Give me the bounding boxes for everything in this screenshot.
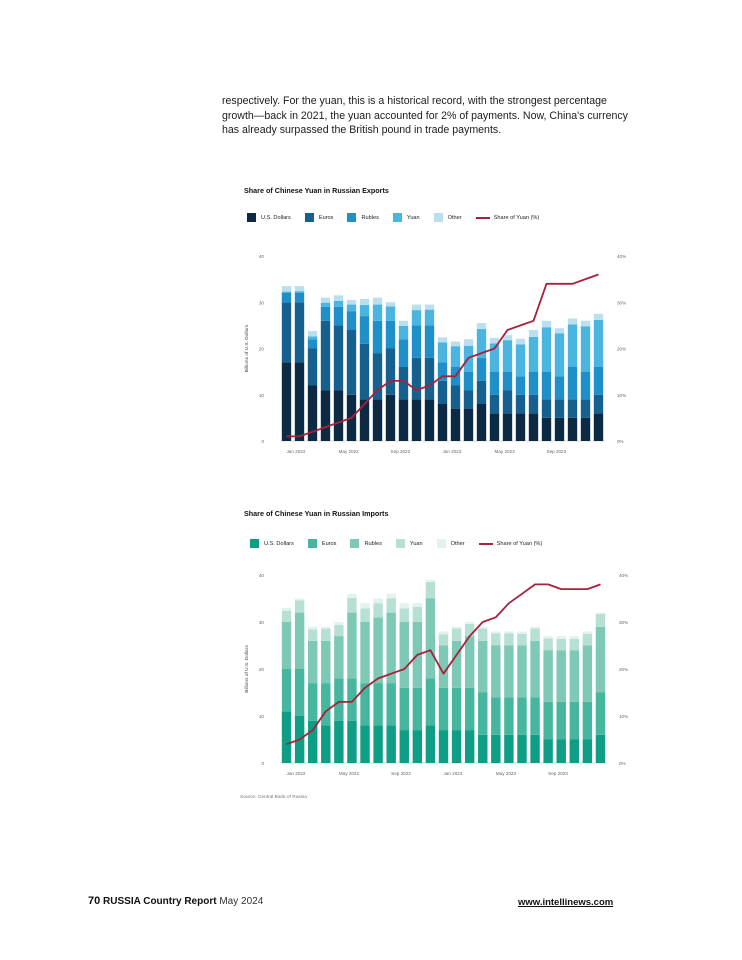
y-tick-label: 20 (258, 346, 264, 352)
bar-segment (452, 730, 461, 763)
bar-segment (557, 702, 566, 740)
bar-segment (596, 613, 605, 614)
bar-segment (347, 594, 356, 598)
bar-segment (373, 599, 382, 604)
bar-segment (530, 629, 539, 641)
y2-tick-label: 30% (617, 300, 627, 306)
x-tick-label: May 2023 (495, 771, 517, 776)
footer (88, 895, 263, 907)
y2-tick-label: 10% (617, 392, 627, 398)
bar-segment (517, 631, 526, 633)
bar-segment (439, 631, 448, 634)
bar-segment (452, 688, 461, 730)
bar-segment (373, 617, 382, 683)
x-tick-label: Jan 2022 (286, 771, 306, 776)
legend-label: U.S. Dollars (261, 214, 291, 221)
bar-segment (517, 634, 526, 646)
chart-title: Share of Chinese Yuan in Russian Imports (244, 509, 389, 518)
bar-segment (583, 646, 592, 702)
bar-segment (413, 730, 422, 763)
y2-tick-label: 0% (617, 439, 624, 444)
bar-segment (596, 627, 605, 693)
bar-segment (321, 627, 330, 629)
bar-segment (570, 650, 579, 702)
bar-segment (347, 721, 356, 763)
bar-segment (543, 702, 552, 740)
y2-tick-label: 30% (619, 620, 629, 625)
bar-segment (517, 697, 526, 735)
bar-segment (308, 627, 317, 630)
bar-segment (282, 608, 291, 611)
legend-label: Euros (318, 214, 334, 221)
bar-segment (321, 683, 330, 725)
x-tick-label: May 2022 (338, 771, 360, 776)
bar-segment (465, 636, 474, 688)
bar-segment (426, 582, 435, 598)
y-axis-label: Billions of U.S. Dollars (245, 324, 250, 373)
source-note: Source: Central Bank of Russia (240, 795, 307, 800)
page-number: 70 (88, 895, 101, 907)
x-tick-label: Jan 2023 (442, 449, 462, 454)
bar-segment (386, 683, 395, 725)
bar-segment (295, 613, 304, 669)
bar-segment (570, 639, 579, 650)
bar-segment (478, 693, 487, 735)
bar-segment (530, 641, 539, 697)
bar-segment (530, 627, 539, 629)
x-tick-label: Jan 2023 (443, 771, 463, 776)
y-axis-label: Billions of U.S. Dollars (245, 645, 250, 693)
bar-segment (386, 725, 395, 763)
bar-segment (334, 622, 343, 625)
bar-segment (583, 634, 592, 646)
report-title: RUSSIA Country Report (103, 896, 217, 907)
legend-label: Share of Yuan (%) (496, 540, 543, 547)
bar-segment (321, 629, 330, 641)
legend-label: Yuan (406, 214, 420, 221)
x-tick-label: Jan 2022 (286, 449, 306, 454)
bar-segment (321, 725, 330, 763)
bar-segment (517, 735, 526, 763)
bar-segment (282, 669, 291, 711)
bar-segment (295, 669, 304, 716)
intro-paragraph: respectively. For the yuan, this is a historical record, with the strongest percentage growth—back in 2021, the yuan accounted for 2% of payments. Now, China's currency has already surpassed the British pound in trade payments. (222, 95, 628, 137)
bar-segment (491, 633, 500, 645)
bar-segment (426, 580, 435, 582)
bar-segment (452, 629, 461, 641)
bar-segment (504, 631, 513, 633)
y2-tick-label: 0% (619, 761, 626, 766)
bar-segment (530, 735, 539, 763)
bar-segment (308, 641, 317, 683)
y-tick-label: 40 (258, 254, 264, 259)
bar-segment (334, 678, 343, 720)
bar-segment (543, 650, 552, 702)
legend-label: Other (450, 540, 465, 547)
bar-segment (295, 599, 304, 601)
y-tick-label: 0 (261, 761, 264, 766)
bar-segment (386, 594, 395, 599)
legend-label: Share of Yuan (%) (493, 214, 540, 221)
bar-segment (491, 646, 500, 698)
y-tick-label: 40 (258, 573, 264, 578)
bar-segment (334, 636, 343, 678)
bar-segment (491, 735, 500, 763)
bar-segment (308, 683, 317, 721)
y-tick-label: 0 (261, 439, 264, 444)
bar-segment (596, 614, 605, 627)
bar-segment (308, 721, 317, 763)
legend-label: Euros (321, 540, 337, 547)
bar-segment (543, 740, 552, 764)
y-tick-label: 10 (258, 392, 264, 398)
x-tick-label: Sep 2022 (391, 771, 411, 776)
bar-segment (373, 603, 382, 617)
y-tick-label: 30 (258, 300, 264, 306)
bar-segment (439, 730, 448, 763)
bar-segment (583, 740, 592, 764)
bar-segment (491, 631, 500, 633)
y2-tick-label: 40% (619, 573, 629, 578)
bar-segment (426, 599, 435, 679)
bar-segment (360, 622, 369, 683)
x-tick-label: Sep 2022 (390, 449, 411, 454)
bar-segment (413, 603, 422, 607)
bar-segment (400, 688, 409, 730)
bar-segment (570, 702, 579, 740)
x-tick-label: May 2023 (494, 449, 515, 454)
bar-segment (426, 678, 435, 725)
y2-tick-label: 10% (619, 714, 629, 719)
bar-segment (452, 627, 461, 629)
bar-segment (400, 603, 409, 608)
y2-tick-label: 20% (619, 667, 629, 672)
bar-segment (596, 735, 605, 763)
bar-segment (360, 683, 369, 725)
x-tick-label: May 2022 (338, 449, 359, 454)
legend-label: Other (447, 214, 462, 221)
x-tick-label: Sep 2023 (548, 771, 568, 776)
bar-segment (282, 622, 291, 669)
bar-segment (465, 688, 474, 730)
bar-segment (295, 600, 304, 612)
bar-segment (491, 697, 500, 735)
footer-link[interactable]: www.intellinews.com (518, 897, 614, 908)
bar-segment (347, 613, 356, 679)
bar-segment (557, 650, 566, 702)
bar-segment (543, 638, 552, 650)
bar-segment (478, 641, 487, 693)
bar-segment (504, 697, 513, 735)
bar-segment (373, 725, 382, 763)
legend-label: Rubles (364, 540, 382, 547)
bar-segment (557, 740, 566, 764)
bar-segment (282, 611, 291, 622)
bar-segment (400, 608, 409, 622)
legend-label: Yuan (409, 540, 423, 547)
bar-segment (530, 697, 539, 735)
bar-segment (596, 693, 605, 735)
bar-segment (413, 607, 422, 622)
bar-segment (478, 629, 487, 641)
bar-segment (583, 631, 592, 633)
bar-segment (334, 721, 343, 763)
bar-segment (400, 622, 409, 688)
y-tick-label: 30 (258, 620, 264, 625)
bar-segment (360, 725, 369, 763)
bar-segment (439, 688, 448, 730)
bar-segment (426, 725, 435, 763)
bar-segment (570, 636, 579, 639)
bar-segment (557, 639, 566, 650)
bar-segment (504, 646, 513, 698)
legend-label: U.S. Dollars (264, 540, 294, 547)
bar-segment (282, 711, 291, 763)
chart-title: Share of Chinese Yuan in Russian Exports (244, 186, 389, 195)
bar-segment (465, 730, 474, 763)
bar-segment (400, 730, 409, 763)
bar-segment (543, 636, 552, 638)
legend-label: Rubles (361, 214, 379, 221)
bar-segment (504, 633, 513, 645)
y2-tick-label: 40% (617, 254, 627, 259)
bar-segment (583, 702, 592, 740)
y2-tick-label: 20% (617, 346, 627, 352)
bar-segment (452, 641, 461, 688)
bar-segment (478, 735, 487, 763)
bar-segment (557, 636, 566, 639)
y-tick-label: 20 (258, 667, 264, 672)
bar-segment (334, 625, 343, 636)
bar-segment (517, 646, 526, 698)
bar-segment (386, 599, 395, 613)
bar-segment (465, 624, 474, 636)
bar-segment (360, 603, 369, 608)
bar-segment (347, 598, 356, 613)
bar-segment (570, 740, 579, 764)
bar-segment (308, 630, 317, 641)
bar-segment (439, 634, 448, 645)
bar-segment (478, 627, 487, 629)
report-date: May 2024 (219, 896, 264, 907)
bar-segment (373, 683, 382, 725)
bar-segment (504, 735, 513, 763)
bar-segment (360, 608, 369, 622)
bar-segment (465, 622, 474, 624)
bar-segment (321, 641, 330, 683)
y-tick-label: 10 (258, 714, 264, 719)
x-tick-label: Sep 2023 (546, 449, 567, 454)
bar-segment (413, 688, 422, 730)
